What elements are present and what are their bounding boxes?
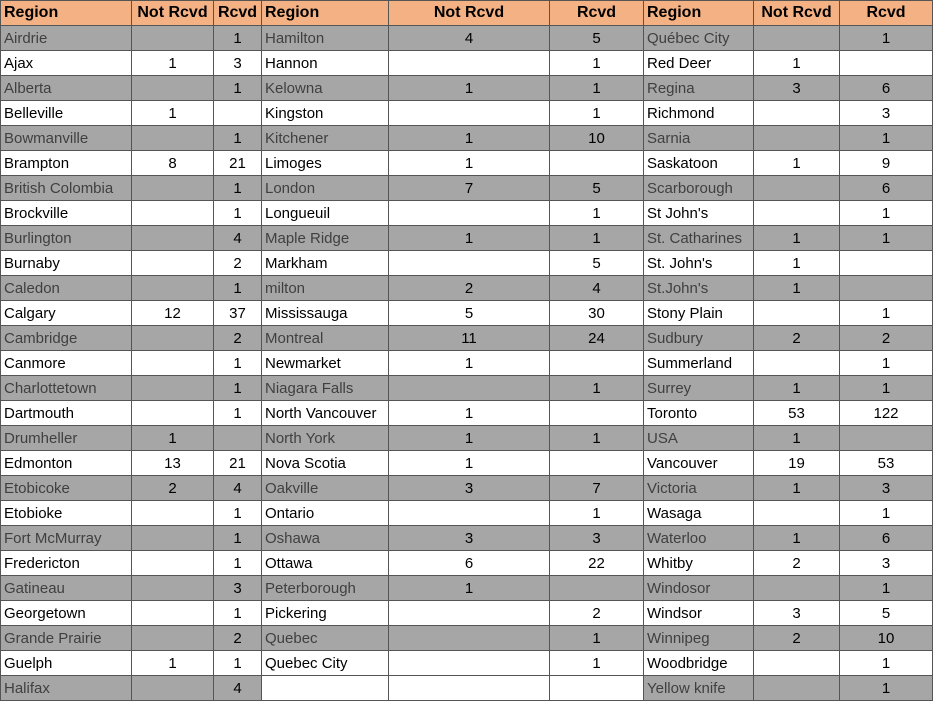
rcvd-cell-3: 1 bbox=[840, 501, 933, 526]
rcvd-cell-2 bbox=[550, 451, 644, 476]
region-cell-2: Markham bbox=[262, 251, 389, 276]
rcvd-cell-3 bbox=[840, 426, 933, 451]
not-rcvd-cell-3: 1 bbox=[754, 51, 840, 76]
rcvd-cell-3: 53 bbox=[840, 451, 933, 476]
not-rcvd-cell-1 bbox=[132, 176, 214, 201]
not-rcvd-cell-3 bbox=[754, 126, 840, 151]
not-rcvd-cell-2 bbox=[389, 101, 550, 126]
rcvd-cell-1: 4 bbox=[214, 226, 262, 251]
region-header-2: Region bbox=[262, 1, 389, 26]
region-cell-3: Toronto bbox=[644, 401, 754, 426]
region-cell-1: Grande Prairie bbox=[1, 626, 132, 651]
region-cell-3: St. Catharines bbox=[644, 226, 754, 251]
region-cell-1: Canmore bbox=[1, 351, 132, 376]
rcvd-cell-1: 3 bbox=[214, 51, 262, 76]
not-rcvd-cell-3 bbox=[754, 576, 840, 601]
not-rcvd-cell-1 bbox=[132, 76, 214, 101]
table-row bbox=[1, 251, 933, 276]
rcvd-cell-1: 1 bbox=[214, 376, 262, 401]
region-cell-1: Charlottetown bbox=[1, 376, 132, 401]
region-cell-1: Burlington bbox=[1, 226, 132, 251]
not-rcvd-cell-3: 53 bbox=[754, 401, 840, 426]
not-rcvd-cell-3 bbox=[754, 651, 840, 676]
rcvd-cell-1: 2 bbox=[214, 251, 262, 276]
not-rcvd-cell-2 bbox=[389, 51, 550, 76]
not-rcvd-cell-1 bbox=[132, 201, 214, 226]
table-row bbox=[1, 651, 933, 676]
table-row bbox=[1, 226, 933, 251]
region-cell-3: Winnipeg bbox=[644, 626, 754, 651]
not-rcvd-cell-1 bbox=[132, 351, 214, 376]
region-cell-2: Ottawa bbox=[262, 551, 389, 576]
region-cell-3: Québec City bbox=[644, 26, 754, 51]
rcvd-cell-1: 1 bbox=[214, 201, 262, 226]
not-rcvd-cell-1: 8 bbox=[132, 151, 214, 176]
not-rcvd-cell-2 bbox=[389, 501, 550, 526]
table-row bbox=[1, 76, 933, 101]
region-cell-2: Mississauga bbox=[262, 301, 389, 326]
rcvd-cell-2: 1 bbox=[550, 501, 644, 526]
not-rcvd-cell-3: 1 bbox=[754, 276, 840, 301]
region-cell-3: Sudbury bbox=[644, 326, 754, 351]
rcvd-cell-2 bbox=[550, 401, 644, 426]
rcvd-cell-1: 1 bbox=[214, 651, 262, 676]
not-rcvd-cell-2: 3 bbox=[389, 526, 550, 551]
not-rcvd-cell-1: 1 bbox=[132, 51, 214, 76]
rcvd-cell-1: 1 bbox=[214, 276, 262, 301]
rcvd-cell-1: 1 bbox=[214, 501, 262, 526]
rcvd-cell-2: 1 bbox=[550, 76, 644, 101]
rcvd-cell-2: 7 bbox=[550, 476, 644, 501]
region-cell-1: Guelph bbox=[1, 651, 132, 676]
rcvd-cell-1: 1 bbox=[214, 351, 262, 376]
not-rcvd-cell-2: 11 bbox=[389, 326, 550, 351]
not-rcvd-cell-1: 1 bbox=[132, 101, 214, 126]
region-cell-2: Oshawa bbox=[262, 526, 389, 551]
region-cell-3: Vancouver bbox=[644, 451, 754, 476]
table-row bbox=[1, 101, 933, 126]
region-cell-2: Kingston bbox=[262, 101, 389, 126]
region-cell-3: Sarnia bbox=[644, 126, 754, 151]
region-cell-1: Fort McMurray bbox=[1, 526, 132, 551]
region-cell-2: Hannon bbox=[262, 51, 389, 76]
not-rcvd-cell-3: 1 bbox=[754, 151, 840, 176]
region-cell-3: Waterloo bbox=[644, 526, 754, 551]
region-cell-2: Ontario bbox=[262, 501, 389, 526]
header-row bbox=[1, 1, 933, 26]
rcvd-cell-3 bbox=[840, 276, 933, 301]
not-rcvd-cell-3 bbox=[754, 26, 840, 51]
region-cell-3: Stony Plain bbox=[644, 301, 754, 326]
rcvd-cell-3: 1 bbox=[840, 576, 933, 601]
region-cell-3: Saskatoon bbox=[644, 151, 754, 176]
not-rcvd-cell-3: 1 bbox=[754, 376, 840, 401]
rcvd-cell-3: 6 bbox=[840, 526, 933, 551]
region-cell-3: St.John's bbox=[644, 276, 754, 301]
table-body bbox=[1, 26, 933, 701]
table-row bbox=[1, 151, 933, 176]
region-header-1: Region bbox=[1, 1, 132, 26]
region-cell-2: Pickering bbox=[262, 601, 389, 626]
rcvd-cell-1: 1 bbox=[214, 26, 262, 51]
not-rcvd-cell-1: 1 bbox=[132, 426, 214, 451]
not-rcvd-cell-1: 1 bbox=[132, 651, 214, 676]
region-cell-2: London bbox=[262, 176, 389, 201]
rcvd-cell-3: 1 bbox=[840, 376, 933, 401]
region-cell-1: Drumheller bbox=[1, 426, 132, 451]
region-cell-1: Cambridge bbox=[1, 326, 132, 351]
not-rcvd-cell-1 bbox=[132, 376, 214, 401]
not-rcvd-cell-3: 1 bbox=[754, 251, 840, 276]
region-cell-1: Halifax bbox=[1, 676, 132, 701]
rcvd-cell-2: 5 bbox=[550, 251, 644, 276]
rcvd-cell-3: 9 bbox=[840, 151, 933, 176]
rcvd-header-1: Rcvd bbox=[214, 1, 262, 26]
not-rcvd-cell-2 bbox=[389, 651, 550, 676]
region-cell-3: Windsor bbox=[644, 601, 754, 626]
table-row bbox=[1, 576, 933, 601]
not-rcvd-cell-3: 2 bbox=[754, 626, 840, 651]
not-rcvd-cell-1 bbox=[132, 226, 214, 251]
not-rcvd-cell-1 bbox=[132, 626, 214, 651]
region-cell-3: Surrey bbox=[644, 376, 754, 401]
rcvd-cell-1: 3 bbox=[214, 576, 262, 601]
table-row bbox=[1, 201, 933, 226]
rcvd-cell-3: 1 bbox=[840, 226, 933, 251]
rcvd-cell-3: 3 bbox=[840, 551, 933, 576]
not-rcvd-cell-2 bbox=[389, 601, 550, 626]
rcvd-cell-2: 4 bbox=[550, 276, 644, 301]
rcvd-cell-3: 2 bbox=[840, 326, 933, 351]
region-cell-3: Scarborough bbox=[644, 176, 754, 201]
rcvd-cell-1: 2 bbox=[214, 626, 262, 651]
rcvd-cell-3: 1 bbox=[840, 651, 933, 676]
rcvd-cell-1: 1 bbox=[214, 526, 262, 551]
region-cell-1: Gatineau bbox=[1, 576, 132, 601]
rcvd-cell-2: 1 bbox=[550, 51, 644, 76]
region-cell-3: Richmond bbox=[644, 101, 754, 126]
not-rcvd-cell-2 bbox=[389, 376, 550, 401]
not-rcvd-cell-2: 2 bbox=[389, 276, 550, 301]
not-rcvd-cell-1: 13 bbox=[132, 451, 214, 476]
rcvd-cell-1: 2 bbox=[214, 326, 262, 351]
not-rcvd-cell-3 bbox=[754, 176, 840, 201]
not-rcvd-header-3: Not Rcvd bbox=[754, 1, 840, 26]
rcvd-cell-2: 10 bbox=[550, 126, 644, 151]
rcvd-cell-1: 21 bbox=[214, 151, 262, 176]
region-cell-1: Ajax bbox=[1, 51, 132, 76]
not-rcvd-cell-1 bbox=[132, 251, 214, 276]
not-rcvd-cell-3: 1 bbox=[754, 526, 840, 551]
not-rcvd-cell-1 bbox=[132, 126, 214, 151]
region-cell-1: Brockville bbox=[1, 201, 132, 226]
rcvd-cell-3: 5 bbox=[840, 601, 933, 626]
rcvd-cell-1: 1 bbox=[214, 551, 262, 576]
not-rcvd-cell-2 bbox=[389, 201, 550, 226]
not-rcvd-cell-1 bbox=[132, 676, 214, 701]
rcvd-cell-3 bbox=[840, 251, 933, 276]
rcvd-cell-2: 1 bbox=[550, 226, 644, 251]
not-rcvd-cell-2 bbox=[389, 626, 550, 651]
table-row bbox=[1, 676, 933, 701]
not-rcvd-cell-2: 5 bbox=[389, 301, 550, 326]
rcvd-cell-1 bbox=[214, 101, 262, 126]
rcvd-cell-2: 1 bbox=[550, 651, 644, 676]
rcvd-cell-2: 1 bbox=[550, 201, 644, 226]
table-row bbox=[1, 326, 933, 351]
not-rcvd-cell-3 bbox=[754, 501, 840, 526]
region-cell-1: Fredericton bbox=[1, 551, 132, 576]
region-cell-3: Victoria bbox=[644, 476, 754, 501]
region-cell-2: North Vancouver bbox=[262, 401, 389, 426]
not-rcvd-cell-2: 1 bbox=[389, 401, 550, 426]
rcvd-cell-3: 1 bbox=[840, 126, 933, 151]
rcvd-cell-1: 4 bbox=[214, 476, 262, 501]
table-row bbox=[1, 176, 933, 201]
rcvd-cell-1: 1 bbox=[214, 126, 262, 151]
not-rcvd-cell-3: 1 bbox=[754, 226, 840, 251]
not-rcvd-cell-3: 3 bbox=[754, 601, 840, 626]
rcvd-cell-2 bbox=[550, 151, 644, 176]
not-rcvd-cell-3 bbox=[754, 301, 840, 326]
rcvd-cell-3: 122 bbox=[840, 401, 933, 426]
rcvd-cell-2: 22 bbox=[550, 551, 644, 576]
not-rcvd-cell-3: 1 bbox=[754, 476, 840, 501]
region-cell-2: Niagara Falls bbox=[262, 376, 389, 401]
region-cell-1: British Colombia bbox=[1, 176, 132, 201]
region-cell-2: Montreal bbox=[262, 326, 389, 351]
not-rcvd-cell-1 bbox=[132, 26, 214, 51]
not-rcvd-cell-3 bbox=[754, 351, 840, 376]
not-rcvd-cell-2: 1 bbox=[389, 576, 550, 601]
region-cell-3: St. John's bbox=[644, 251, 754, 276]
not-rcvd-cell-2: 1 bbox=[389, 426, 550, 451]
region-cell-1: Bowmanville bbox=[1, 126, 132, 151]
rcvd-cell-3: 3 bbox=[840, 476, 933, 501]
rcvd-cell-2 bbox=[550, 576, 644, 601]
region-cell-1: Georgetown bbox=[1, 601, 132, 626]
rcvd-header-3: Rcvd bbox=[840, 1, 933, 26]
not-rcvd-cell-3: 2 bbox=[754, 326, 840, 351]
table-row bbox=[1, 501, 933, 526]
rcvd-cell-1: 1 bbox=[214, 76, 262, 101]
rcvd-header-2: Rcvd bbox=[550, 1, 644, 26]
not-rcvd-cell-1 bbox=[132, 576, 214, 601]
table-row bbox=[1, 476, 933, 501]
table-row bbox=[1, 426, 933, 451]
region-cell-1: Caledon bbox=[1, 276, 132, 301]
table-row bbox=[1, 26, 933, 51]
region-cell-3: Summerland bbox=[644, 351, 754, 376]
rcvd-cell-1 bbox=[214, 426, 262, 451]
table-row bbox=[1, 626, 933, 651]
rcvd-cell-3: 6 bbox=[840, 176, 933, 201]
table-row bbox=[1, 351, 933, 376]
rcvd-cell-1: 1 bbox=[214, 176, 262, 201]
table-row bbox=[1, 301, 933, 326]
region-cell-2: Peterborough bbox=[262, 576, 389, 601]
region-cell-2 bbox=[262, 676, 389, 701]
not-rcvd-cell-2: 6 bbox=[389, 551, 550, 576]
not-rcvd-cell-1 bbox=[132, 276, 214, 301]
not-rcvd-cell-2 bbox=[389, 676, 550, 701]
rcvd-cell-3: 1 bbox=[840, 676, 933, 701]
rcvd-cell-2: 30 bbox=[550, 301, 644, 326]
not-rcvd-cell-3 bbox=[754, 201, 840, 226]
table-row bbox=[1, 451, 933, 476]
not-rcvd-cell-3 bbox=[754, 676, 840, 701]
not-rcvd-cell-2 bbox=[389, 251, 550, 276]
region-cell-3: Whitby bbox=[644, 551, 754, 576]
not-rcvd-cell-3: 3 bbox=[754, 76, 840, 101]
region-cell-2: North York bbox=[262, 426, 389, 451]
not-rcvd-cell-3: 1 bbox=[754, 426, 840, 451]
table-row bbox=[1, 401, 933, 426]
table-row bbox=[1, 126, 933, 151]
region-cell-2: Oakville bbox=[262, 476, 389, 501]
region-cell-1: Calgary bbox=[1, 301, 132, 326]
not-rcvd-cell-2: 1 bbox=[389, 226, 550, 251]
table-row bbox=[1, 376, 933, 401]
rcvd-cell-2: 2 bbox=[550, 601, 644, 626]
region-cell-1: Alberta bbox=[1, 76, 132, 101]
region-cell-1: Burnaby bbox=[1, 251, 132, 276]
region-cell-1: Etobicoke bbox=[1, 476, 132, 501]
not-rcvd-cell-1 bbox=[132, 526, 214, 551]
rcvd-cell-3: 6 bbox=[840, 76, 933, 101]
region-cell-3: St John's bbox=[644, 201, 754, 226]
region-cell-1: Edmonton bbox=[1, 451, 132, 476]
table-row bbox=[1, 526, 933, 551]
not-rcvd-cell-2: 3 bbox=[389, 476, 550, 501]
not-rcvd-cell-3: 19 bbox=[754, 451, 840, 476]
region-cell-2: Limoges bbox=[262, 151, 389, 176]
not-rcvd-cell-2: 1 bbox=[389, 126, 550, 151]
region-cell-2: Quebec City bbox=[262, 651, 389, 676]
rcvd-cell-1: 4 bbox=[214, 676, 262, 701]
region-cell-1: Belleville bbox=[1, 101, 132, 126]
rcvd-cell-2: 5 bbox=[550, 26, 644, 51]
table-row bbox=[1, 276, 933, 301]
not-rcvd-cell-3: 2 bbox=[754, 551, 840, 576]
not-rcvd-cell-2: 4 bbox=[389, 26, 550, 51]
not-rcvd-cell-2: 1 bbox=[389, 351, 550, 376]
region-cell-2: Nova Scotia bbox=[262, 451, 389, 476]
rcvd-cell-2: 1 bbox=[550, 376, 644, 401]
rcvd-cell-2: 24 bbox=[550, 326, 644, 351]
table-row bbox=[1, 51, 933, 76]
region-cell-2: Kelowna bbox=[262, 76, 389, 101]
not-rcvd-cell-1: 12 bbox=[132, 301, 214, 326]
rcvd-cell-3 bbox=[840, 51, 933, 76]
not-rcvd-cell-1 bbox=[132, 601, 214, 626]
not-rcvd-cell-1 bbox=[132, 501, 214, 526]
rcvd-cell-3: 1 bbox=[840, 201, 933, 226]
rcvd-cell-2: 5 bbox=[550, 176, 644, 201]
region-cell-2: Maple Ridge bbox=[262, 226, 389, 251]
region-header-3: Region bbox=[644, 1, 754, 26]
region-cell-3: Regina bbox=[644, 76, 754, 101]
table-row bbox=[1, 601, 933, 626]
rcvd-cell-3: 1 bbox=[840, 351, 933, 376]
not-rcvd-cell-2: 1 bbox=[389, 76, 550, 101]
rcvd-cell-1: 1 bbox=[214, 601, 262, 626]
region-cell-1: Airdrie bbox=[1, 26, 132, 51]
rcvd-cell-2: 1 bbox=[550, 101, 644, 126]
rcvd-cell-1: 37 bbox=[214, 301, 262, 326]
region-cell-3: Windosor bbox=[644, 576, 754, 601]
not-rcvd-cell-1 bbox=[132, 551, 214, 576]
not-rcvd-cell-2: 1 bbox=[389, 151, 550, 176]
region-cell-2: Kitchener bbox=[262, 126, 389, 151]
not-rcvd-cell-1: 2 bbox=[132, 476, 214, 501]
region-cell-2: Quebec bbox=[262, 626, 389, 651]
not-rcvd-cell-1 bbox=[132, 326, 214, 351]
not-rcvd-header-2: Not Rcvd bbox=[389, 1, 550, 26]
region-cell-1: Etobioke bbox=[1, 501, 132, 526]
region-cell-2: Hamilton bbox=[262, 26, 389, 51]
region-cell-2: Longueuil bbox=[262, 201, 389, 226]
not-rcvd-cell-2: 1 bbox=[389, 451, 550, 476]
region-cell-1: Brampton bbox=[1, 151, 132, 176]
rcvd-cell-1: 21 bbox=[214, 451, 262, 476]
not-rcvd-cell-3 bbox=[754, 101, 840, 126]
region-cell-3: Woodbridge bbox=[644, 651, 754, 676]
rcvd-cell-2: 1 bbox=[550, 626, 644, 651]
region-cell-2: milton bbox=[262, 276, 389, 301]
rcvd-cell-2 bbox=[550, 676, 644, 701]
rcvd-cell-2: 1 bbox=[550, 426, 644, 451]
region-cell-2: Newmarket bbox=[262, 351, 389, 376]
rcvd-cell-3: 1 bbox=[840, 26, 933, 51]
region-cell-1: Dartmouth bbox=[1, 401, 132, 426]
region-cell-3: Yellow knife bbox=[644, 676, 754, 701]
rcvd-cell-1: 1 bbox=[214, 401, 262, 426]
rcvd-cell-3: 10 bbox=[840, 626, 933, 651]
table-row bbox=[1, 551, 933, 576]
not-rcvd-cell-1 bbox=[132, 401, 214, 426]
not-rcvd-cell-2: 7 bbox=[389, 176, 550, 201]
region-cell-3: Wasaga bbox=[644, 501, 754, 526]
rcvd-cell-2 bbox=[550, 351, 644, 376]
region-cell-3: USA bbox=[644, 426, 754, 451]
not-rcvd-header-1: Not Rcvd bbox=[132, 1, 214, 26]
rcvd-cell-3: 1 bbox=[840, 301, 933, 326]
region-cell-3: Red Deer bbox=[644, 51, 754, 76]
rcvd-cell-2: 3 bbox=[550, 526, 644, 551]
rcvd-cell-3: 3 bbox=[840, 101, 933, 126]
